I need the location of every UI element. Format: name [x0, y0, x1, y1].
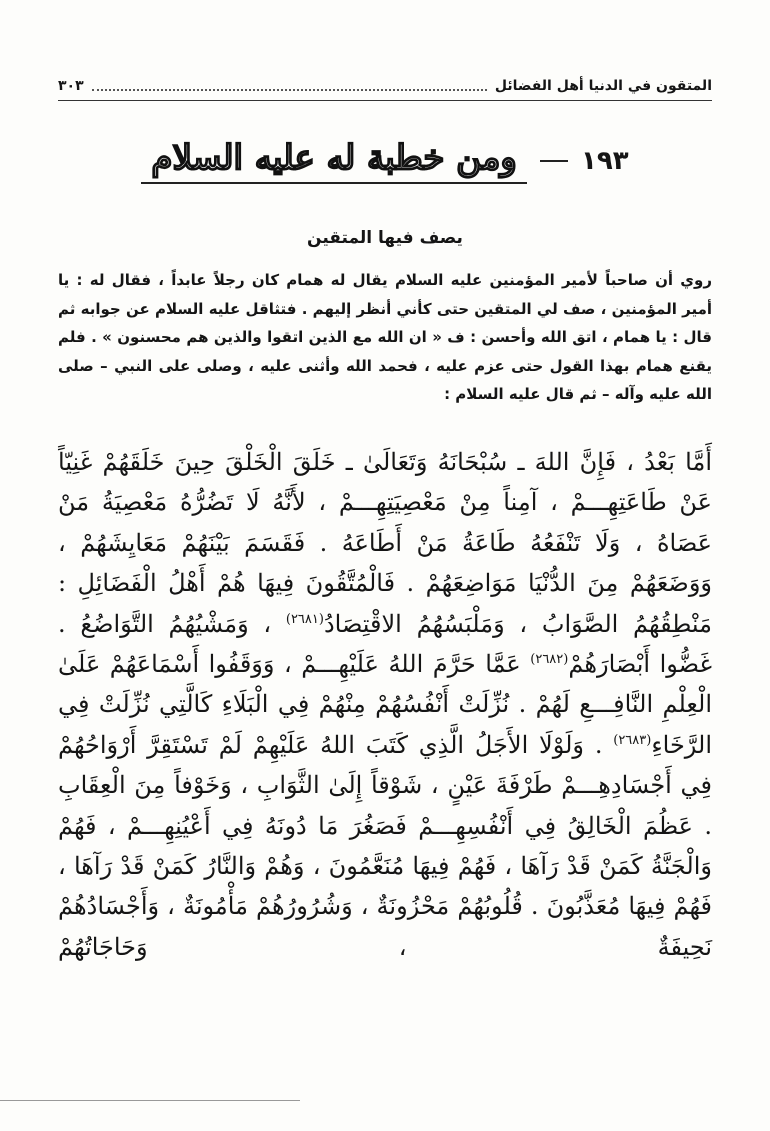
- body-segment: أَمَّا بَعْدُ ، فَإِنَّ اللهَ ـ سُبْحَانَهُ وَتَعَالَىٰ ـ خَلَقَ الْخَلْقَ حِينَ خَلَقَهُمْ غَنِيّاً عَنْ طَاعَتِهِـــمْ ، آمِناً مِنْ مَعْصِيَتِهِـــمْ ، لأَنَّهُ لَا تَضُرُّهُ مَعْصِيَةُ مَنْ عَصَاهُ ، وَلَا تَنْفَعُهُ طَاعَةُ مَنْ أَطَاعَهُ . فَقَسَمَ بَيْنَهُمْ مَعَايِشَهُمْ ، وَوَضَعَهُمْ مِنَ الدُّنْيَا مَوَاضِعَهُمْ . فَالْمُتَّقُونَ فِيهَا هُمْ أَهْلُ الْفَضَائِلِ : مَنْطِقُهُمُ الصَّوَابُ ، وَمَلْبَسُهُمُ الاقْتِصَادُ: [58, 448, 712, 638]
- footnote-marker: (٢٦٨٢): [530, 652, 569, 668]
- page-number: ٣٠٣: [58, 78, 84, 94]
- sermon-heading: [0, 138, 770, 184]
- sermon-number: ١٩٣: [580, 146, 629, 176]
- intro-paragraph: روي أن صاحباً لأمير المؤمنين عليه السلام يقال له همام كان رجلاً عابداً ، فقال له : يا أمير المؤمنين ، صف لي المتقين حتى كأني أنظر إليهم . فتثاقل عليه السلام عن جوابه ثم قال : يا همام ، اتق الله وأحسن : ف « ان الله مع الذين اتقوا والذين هم محسنون » . فلم يقنع همام بهذا القول حتى عزم عليه ، فحمد الله وأثنى عليه ، وصلى على النبي – صلى الله عليه وآله – ثم قال عليه السلام :: [58, 271, 712, 403]
- footnote-marker: (٢٦٨١): [285, 611, 324, 627]
- heading-dash: [540, 160, 568, 162]
- running-header: [58, 74, 712, 98]
- sermon-body: [58, 442, 712, 967]
- body-segment: عَمَّا حَرَّمَ اللهُ عَلَيْهِـــمْ ، وَوَقَفُوا أَسْمَاعَهُمْ عَلَىٰ الْعِلْمِ النَّافِـــعِ لَهُمْ . نُزِّلَتْ أَنْفُسُهُمْ مِنْهُمْ فِي الْبَلَاءِ كَالَّتِي نُزِّلَتْ فِي الرَّخَاءِ: [58, 650, 712, 759]
- running-title: المتقون في الدنيا أهل الفضائل: [494, 78, 712, 94]
- leader-dots: [92, 89, 487, 91]
- body-segment: ، وَمَشْيُهُمُ التَّوَاضُعُ . غَضُّوا أَبْصَارَهُمْ: [58, 609, 713, 679]
- footer-rule: [0, 1100, 300, 1101]
- sermon-subtitle: يصف فيها المتقين: [307, 228, 463, 248]
- header-rule: [58, 100, 712, 101]
- body-segment: . وَلَوْلَا الأَجَلُ الَّذِي كَتَبَ اللهُ عَلَيْهِمْ لَمْ تَسْتَقِرَّ أَرْوَاحُهُمْ فِي أَجْسَادِهِـــمْ طَرْفَةَ عَيْنٍ ، شَوْقاً إِلَىٰ الثَّوَابِ ، وَخَوْفاً مِنَ الْعِقَابِ . عَظُمَ الْخَالِقُ فِي أَنْفُسِهِـــمْ فَصَغُرَ مَا دُونَهُ فِي أَعْيُنِهِـــمْ ، فَهُمْ وَالْجَنَّةُ كَمَنْ قَدْ رَآهَا ، فَهُمْ فِيهَا مُنَعَّمُونَ ، وَهُمْ وَالنَّارُ كَمَنْ قَدْ رَآهَا ، فَهُمْ فِيهَا مُعَذَّبُونَ . قُلُوبُهُمْ مَحْزُونَةٌ ، وَشُرُورُهُمْ مَأْمُونَةٌ ، وَأَجْسَادُهُمْ نَحِيفَةٌ ، وَحَاجَاتُهُمْ: [58, 730, 712, 961]
- sermon-title-calligraphy: ومن خطبة له عليه السلام: [141, 138, 526, 184]
- footnote-marker: (٢٦٨٣): [613, 732, 652, 748]
